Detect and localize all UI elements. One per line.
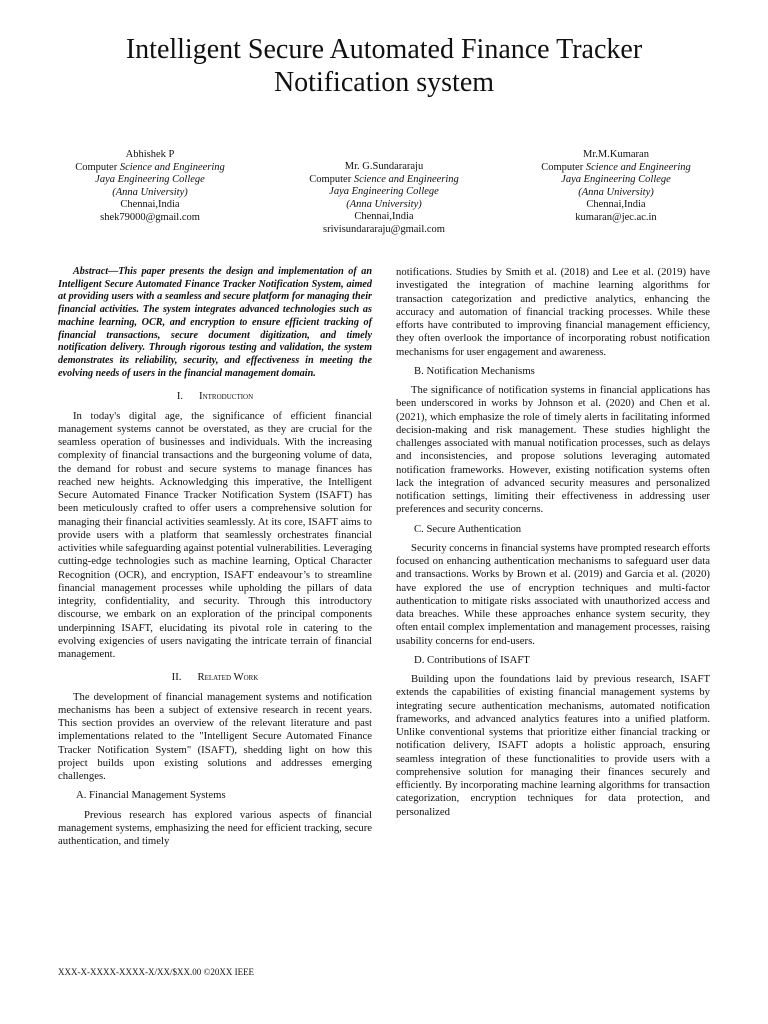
subsection-heading-c: C. Secure Authentication	[414, 522, 522, 535]
copyright-footer: XXX-X-XXXX-XXXX-X/XX/$XX.00 ©20XX IEEE	[58, 967, 255, 977]
author-location: Chennai,India	[354, 211, 414, 223]
subsection-c-paragraph: Security concerns in financial systems have prompted research efforts focused on enhancing authentication mechanisms to safeguard user data and transactions. Works by Brown et al. (2019) and Garcia et al. (2020) have explored the use of encryption techniques and multi-factor authentication to mitigate risks associated with unauthorized access and data breaches. While these approaches enhance system security, they often entail complex implementation and management processes, raising usability concerns for end-users.	[396, 541, 710, 647]
author-department: Computer Science and Engineering	[541, 161, 691, 173]
paper-title: Intelligent Secure Automated Finance Tracker Notification system	[125, 34, 643, 98]
author-name: Mr. G.Sundararaju	[344, 161, 424, 172]
subsection-heading-d: D. Contributions of ISAFT	[414, 653, 530, 666]
author-block-1	[40, 149, 260, 225]
author-department: Computer Science and Engineering	[75, 161, 225, 173]
section-heading-related-work: II. Related Work	[171, 671, 259, 684]
section-heading-introduction: I. Introduction	[176, 390, 254, 403]
related-work-paragraph: The development of financial management systems and notification mechanisms has been a subject of extensive research in recent years. This section provides an overview of the relevant literature and past implementations related to the "Intelligent Secure Automated Finance Tracker Notification System" (ISAFT), shedding light on how this project builds upon existing solutions and addresses emerging challenges.	[58, 690, 372, 783]
author-email: shek79000@gmail.com	[100, 211, 200, 223]
right-column	[396, 266, 710, 819]
author-university: (Anna University)	[346, 198, 422, 210]
subsection-heading-a: A. Financial Management Systems	[76, 789, 226, 802]
author-university: (Anna University)	[112, 186, 188, 198]
abstract: Abstract—This paper presents the design and implementation of an Intelligent Secure Automated Finance Tracker Notification System, aimed at providing users with a seamless and secure platform for managing their financial activities. The system integrates advanced technologies such as machine learning, OCR, and encryption to ensure efficient tracking of financial transactions, secure document digitization, and timely notification delivery. Through rigorous testing and validation, the system demonstrates its reliability, security, and effectiveness in meeting the evolving needs of users in the financial management domain.	[58, 266, 372, 379]
author-college: Jaya Engineering College	[95, 174, 205, 186]
author-name: Abhishek P	[125, 149, 175, 160]
author-name: Mr.M.Kumaran	[583, 149, 649, 160]
left-column	[58, 266, 372, 848]
subsection-heading-b: B. Notification Mechanisms	[414, 364, 535, 377]
subsection-d-paragraph: Building upon the foundations laid by previous research, ISAFT extends the capabilities of existing financial management systems by integrating secure authentication mechanisms, automated notification frameworks, and advanced analytics features into a unified platform. Unlike conventional systems that prioritize either financial tracking or notification delivery, ISAFT adopts a holistic approach, ensuring seamless integration of these functionalities to provide users with a comprehensive solution for managing their finances securely and efficiently. By incorporating machine learning algorithms for transaction categorization, encryption techniques for data protection, and personalized	[396, 673, 710, 818]
author-location: Chennai,India	[586, 199, 646, 211]
introduction-paragraph: In today's digital age, the significance of efficient financial management systems cannot be overstated, as they are crucial for the seamless operation of businesses and individuals. With the increasing complexity of financial transactions and the burgeoning volume of data, the demand for robust and secure systems to manage finances has reached new heights. Acknowledging this imperative, the Intelligent Secure Automated Finance Tracker Notification System (ISAFT) has been meticulously crafted to offer users a comprehensive solution for managing their financial activities seamlessly. At its core, ISAFT aims to provide users with a platform that seamlessly orchestrates financial activities while safeguarding against potential vulnerabilities. Leveraging cutting-edge technologies such as machine learning, Optical Character Recognition (OCR), and encryption, ISAFT endeavour’s to streamline financial management processes while upholding the pillars of data integrity, confidentiality, and security. Through this introductory discourse, we embark on an exploration of the principal components underpinning ISAFT, elucidating its pivotal role in catering to the evolving exigencies of users navigating the intricate terrain of financial management.	[58, 409, 372, 661]
author-block-2	[274, 161, 494, 237]
author-email: srivisundararaju@gmail.com	[323, 223, 445, 235]
author-email: kumaran@jec.ac.in	[575, 211, 657, 223]
subsection-b-paragraph: The significance of notification systems in financial applications has been underscored in works by Johnson et al. (2020) and Chen et al. (2021), which emphasize the role of timely alerts in facilitating informed decision-making and risk management. These studies highlight the challenges associated with manual notification processes, such as delays and inconsistencies, and propose solutions leveraging automated notification frameworks. However, existing notification systems often lack the integration of advanced security measures and personalized notification settings, limiting their effectiveness in addressing user preferences and security concerns.	[396, 384, 710, 516]
author-location: Chennai,India	[120, 199, 180, 211]
author-college: Jaya Engineering College	[561, 174, 671, 186]
author-department: Computer Science and Engineering	[309, 173, 459, 185]
author-block-3	[506, 149, 726, 225]
subsection-a-paragraph-start: Previous research has explored various aspects of financial management systems, emphasizing the need for efficient tracking, secure authentication, and timely	[58, 808, 372, 848]
author-college: Jaya Engineering College	[329, 186, 439, 198]
author-university: (Anna University)	[578, 186, 654, 198]
subsection-a-paragraph-continued: notifications. Studies by Smith et al. (2018) and Lee et al. (2019) have investigated the integration of machine learning algorithms for transaction categorization and predictive analytics, enhancing the accuracy and automation of financial tracking processes. While these efforts have contributed to improving financial management efficiency, they often overlook the importance of incorporating robust notification mechanisms for user engagement and awareness.	[396, 266, 710, 358]
